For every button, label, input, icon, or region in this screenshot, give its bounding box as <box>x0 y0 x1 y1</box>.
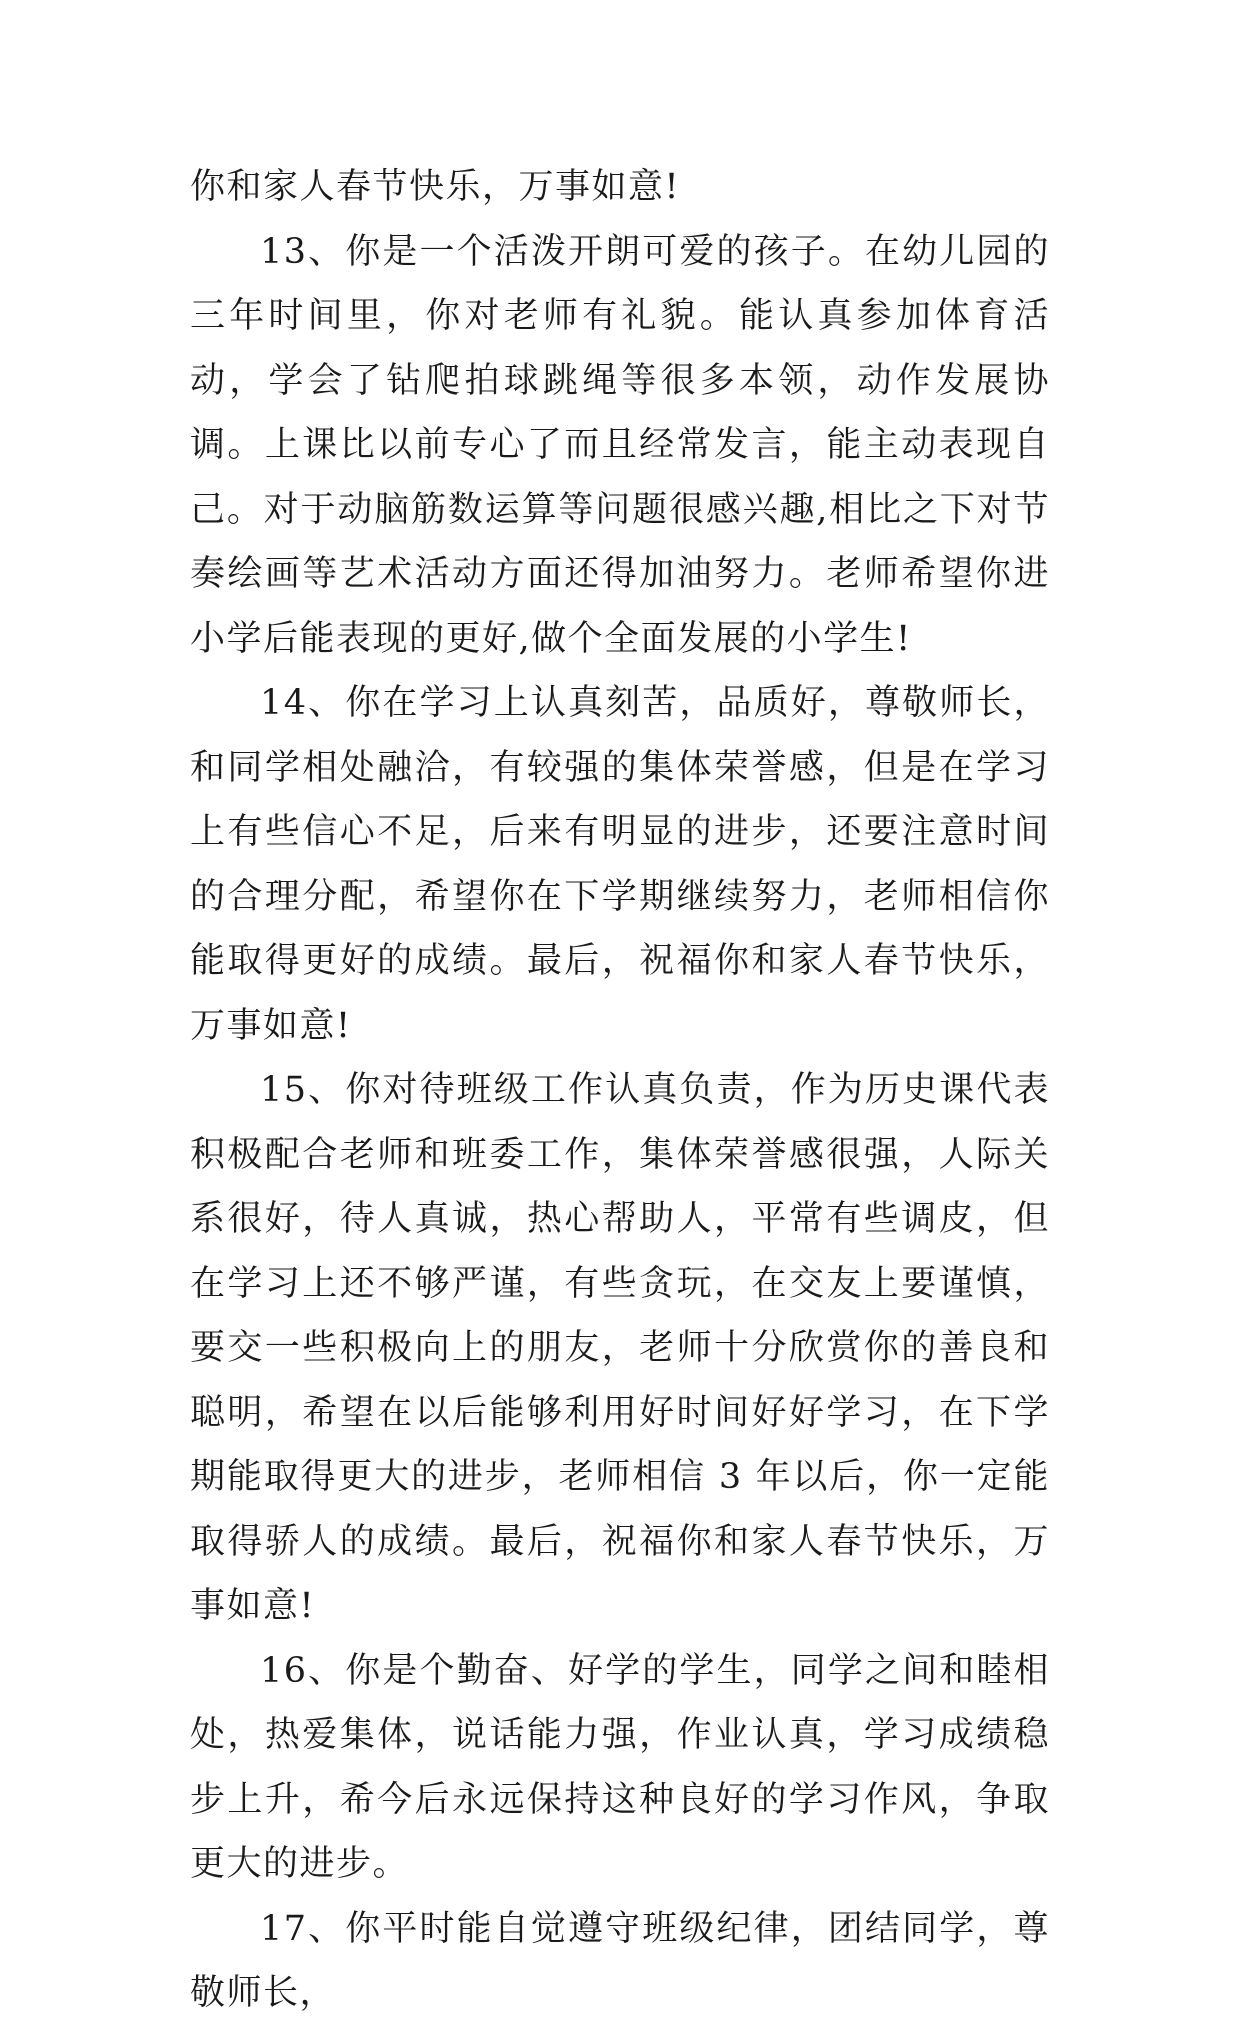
paragraph-continuation: 你和家人春节快乐，万事如意! <box>190 167 681 207</box>
paragraph-17: 17、你平时能自觉遵守班级纪律，团结同学，尊敬师长， <box>190 1908 1050 2013</box>
document-body <box>190 155 1050 2026</box>
paragraph-13: 13、你是一个活泼开朗可爱的孩子。在幼儿园的三年时间里，你对老师有礼貌。能认真参加体育活动，学会了钻爬拍球跳绳等很多本领，动作发展协调。上课比以前专心了而且经常发言，能主动表现自己。对于动脑筋数运算等问题很感兴趣,相比之下对节奏绘画等艺术活动方面还得加油努力。老师希望你进小学后能表现的更好,做个全面发展的小学生! <box>190 231 1050 659</box>
paragraph-15: 15、你对待班级工作认真负责，作为历史课代表积极配合老师和班委工作，集体荣誉感很强，人际关系很好，待人真诚，热心帮助人，平常有些调皮，但在学习上还不够严谨，有些贪玩，在交友上要谨慎，要交一些积极向上的朋友，老师十分欣赏你的善良和聪明，希望在以后能够利用好时间好好学习，在下学期能取得更大的进步，老师相信 3 年以后，你一定能取得骄人的成绩。最后，祝福你和家人春节快乐，万事如意! <box>190 1070 1050 1626</box>
paragraph-14: 14、你在学习上认真刻苦，品质好，尊敬师长，和同学相处融洽，有较强的集体荣誉感，但是在学习上有些信心不足，后来有明显的进步，还要注意时间的合理分配，希望你在下学期继续努力，老师相信你能取得更好的成绩。最后，祝福你和家人春节快乐，万事如意! <box>190 683 1050 1046</box>
paragraph-16: 16、你是个勤奋、好学的学生，同学之间和睦相处，热爱集体，说话能力强，作业认真，学习成绩稳步上升，希今后永远保持这种良好的学习作风，争取更大的进步。 <box>190 1650 1050 1884</box>
